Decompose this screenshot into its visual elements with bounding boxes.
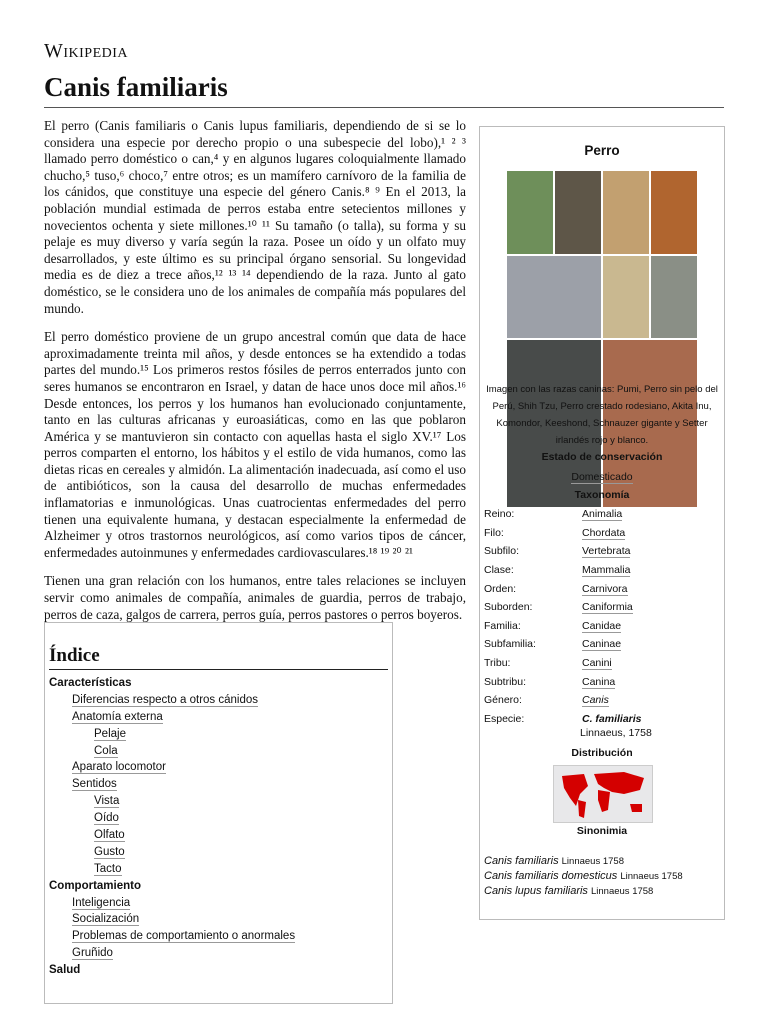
toc-link[interactable]: Cola [94,744,118,757]
taxonomy-rank: Reino: [484,508,515,521]
toc-link[interactable]: Diferencias respecto a otros cánidos [72,693,259,706]
taxonomy-value-link[interactable]: Chordata [582,526,626,539]
toc-link[interactable]: Anatomía externa [72,710,163,723]
synonym-name: Canis familiaris domesticus [484,870,618,882]
toc-item [49,827,389,844]
toc-item [49,692,389,709]
page-title: Canis familiaris [44,72,228,102]
taxonomy-value-link[interactable]: Canina [582,675,616,688]
taxonomy-value-link[interactable]: C. familiaris [582,712,642,725]
taxonomy-rank: Subtribu: [484,675,527,688]
taxonomy-value-link[interactable]: Caniformia [582,601,633,614]
pumi-photo [507,171,553,254]
synonym-item [484,884,720,899]
infobox [479,126,725,920]
taxonomy-row [484,598,720,617]
toc-item [49,709,389,726]
conservation-status [480,471,724,483]
toc-title: Índice [49,645,100,666]
table-of-contents [44,622,393,1004]
toc-link[interactable]: Pelaje [94,727,126,740]
synonym-authority: Linnaeus 1758 [620,871,683,882]
taxonomy-value-link[interactable]: Canidae [582,619,622,632]
synonymy-heading: Sinonimia [576,825,628,837]
taxonomy-table [484,505,720,728]
toc-item [49,895,389,912]
image-caption: Imagen con las razas caninas: Pumi, Perro sin pelo del Perú, Shih Tzu, Perro crestado rodesiano, Akita Inu, Komondor, Keeshond, Schnauzer gigante y Setter irlandés rojo y blanco. [486,384,718,446]
synonym-list [484,854,720,899]
toc-link[interactable]: Gruñido [72,947,113,960]
distribution-map[interactable] [553,765,653,823]
toc-link[interactable]: Oído [94,812,119,825]
keeshond-photo [651,256,697,339]
akita-komondor-photo [507,256,601,339]
taxonomy-heading: Taxonomía [574,489,630,501]
title-divider [44,107,724,108]
intro-paragraph-1: El perro (Canis familiaris o Canis lupus familiaris, dependiendo de si se lo considera una especie por derecho propio o una subespecie del lobo),¹ ² ³ llamado perro doméstico o can,⁴ y en algunos lugares coloquialmente llamado chucho,⁵ tuso,⁶ choco,⁷ entre otros; es un mamífero carnívoro de la familia de los cánidos, que constituye una especie del género Canis.⁸ ⁹ En el 2013, la población mundial estimada de perros estaba entre setecientos millones y novecientos ochenta y siete millones.¹⁰ ¹¹ Su tamaño (o talla), su forma y su pelaje es muy diverso y varía según la raza. Posee un oído y un olfato muy desarrollados, y este último es su principal órgano sensorial. Su longevidad media es de diez a trece años,¹² ¹³ ¹⁴ dependiendo de la raza. Junto al gato doméstico, se le considera uno de los animales de compañía más populares del mundo. [44,118,466,316]
toc-link[interactable]: Socialización [72,913,140,926]
synonym-authority: Linnaeus 1758 [561,856,624,867]
toc-item [49,810,389,827]
toc-item [49,844,389,861]
taxonomy-row [484,654,720,673]
peruvian-hairless-photo [555,171,601,254]
toc-link[interactable]: Tacto [94,862,122,875]
toc-item [49,776,389,793]
taxonomy-row [484,691,720,710]
komondor-photo [603,256,649,339]
toc-item [49,861,389,878]
synonym-authority: Linnaeus 1758 [591,886,654,897]
taxonomy-rank: Suborden: [484,601,533,614]
conservation-heading: Estado de conservación [541,451,663,463]
synonym-name: Canis lupus familiaris [484,885,588,897]
synonym-name: Canis familiaris [484,855,559,867]
taxonomy-row [484,524,720,543]
taxonomy-rank: Clase: [484,564,514,577]
taxonomy-value-link[interactable]: Animalia [582,508,623,521]
toc-link[interactable]: Aparato locomotor [72,761,166,774]
taxonomy-row [484,617,720,636]
taxonomy-row [484,672,720,691]
toc-link[interactable]: Gusto [94,845,125,858]
shih-tzu-photo [603,171,649,254]
taxonomy-row [484,635,720,654]
taxonomy-rank: Género: [484,694,522,707]
toc-item [49,911,389,928]
toc-item [49,793,389,810]
synonym-item [484,869,720,884]
toc-link[interactable]: Inteligencia [72,896,131,909]
toc-item [49,759,389,776]
taxonomy-value-link[interactable]: Carnivora [582,582,628,595]
distribution-heading: Distribución [571,747,633,759]
taxonomy-rank: Especie: [484,712,525,725]
taxonomy-rank: Subfilo: [484,545,520,558]
taxonomy-rank: Tribu: [484,657,511,670]
toc-list [49,675,389,979]
taxonomy-value-link[interactable]: Canini [582,657,612,670]
taxonomy-rank: Orden: [484,582,517,595]
intro-paragraph-2: El perro doméstico proviene de un grupo ancestral común que data de hace aproximadamente treinta mil años, y desde entonces se ha extendido a todas partes del mundo.¹⁵ Los primeros restos fósiles de perros enterrados junto con seres humanos se encontraron en Israel, y datan de hace unos doce mil años.¹⁶ Desde entonces, los perros y los humanos han evolucionado conjuntamente, tanto en las culturas africanas y euroasiáticas, como en las que poblaron América y se mantuvieron sin contacto con aquellas hasta el siglo XV.¹⁷ Los perros comparten el entorno, los hábitos y el estilo de vida humanos, como las dietas ricas en cereales y almidón. La alimentación inadecuada, así como el uso de antibióticos, son la causa del desarrollo de muchas enfermedades inflamatorias e inmunológicas. Unas cuatrocientas enfermedades del perro tienen una equivalente humana, y destacan especialmente la enfermedad de Alzheimer y otros trastornos neurológicos, así como varios tipos de cáncer, enfermedades autoinmunes y enfermedades cardiovasculares.¹⁸ ¹⁹ ²⁰ ²¹ [44,329,466,560]
toc-item [49,743,389,760]
toc-item [49,945,389,962]
intro-paragraph-3-text: Tienen una gran relación con los humanos, entre tales relaciones se incluyen servir como animales de compañía, animales de guardia, perros de trabajo, perros de caza, galgos de carrera, perros guía, perros pastores o perros boyeros. [44,573,466,622]
taxonomy-value-link[interactable]: Caninae [582,638,622,651]
taxonomy-value-link[interactable]: Mammalia [582,564,631,577]
toc-link[interactable]: Vista [94,795,120,808]
toc-link[interactable]: Comportamiento [49,879,141,892]
wikipedia-wordmark: Wikipedia [44,40,129,62]
taxonomy-rank: Subfamilia: [484,638,536,651]
toc-item [49,675,389,692]
toc-link[interactable]: Problemas de comportamiento o anormales [72,930,296,943]
taxonomy-row [484,505,720,524]
taxonomy-value-link[interactable]: Canis [582,694,609,707]
taxonomy-rank: Familia: [484,619,521,632]
taxonomy-value-link[interactable]: Vertebrata [582,545,631,558]
toc-item [49,962,389,979]
taxonomy-row [484,542,720,561]
species-authority: Linnaeus, 1758 [580,727,652,739]
toc-item [49,878,389,895]
toc-item [49,928,389,945]
domesticated-link[interactable]: Domesticado [571,471,633,483]
taxonomy-row [484,561,720,580]
toc-divider [49,669,388,670]
taxonomy-row [484,710,720,729]
article-body [44,118,466,641]
rhodesian-ridgeback-photo [651,171,697,254]
synonym-item [484,854,720,869]
infobox-title: Perro [584,143,620,158]
toc-item [49,726,389,743]
toc-link[interactable]: Salud [49,964,81,977]
toc-link[interactable]: Olfato [94,829,125,842]
toc-link[interactable]: Sentidos [72,778,117,791]
taxonomy-rank: Filo: [484,526,504,539]
toc-link[interactable]: Características [49,677,132,689]
taxonomy-row [484,579,720,598]
